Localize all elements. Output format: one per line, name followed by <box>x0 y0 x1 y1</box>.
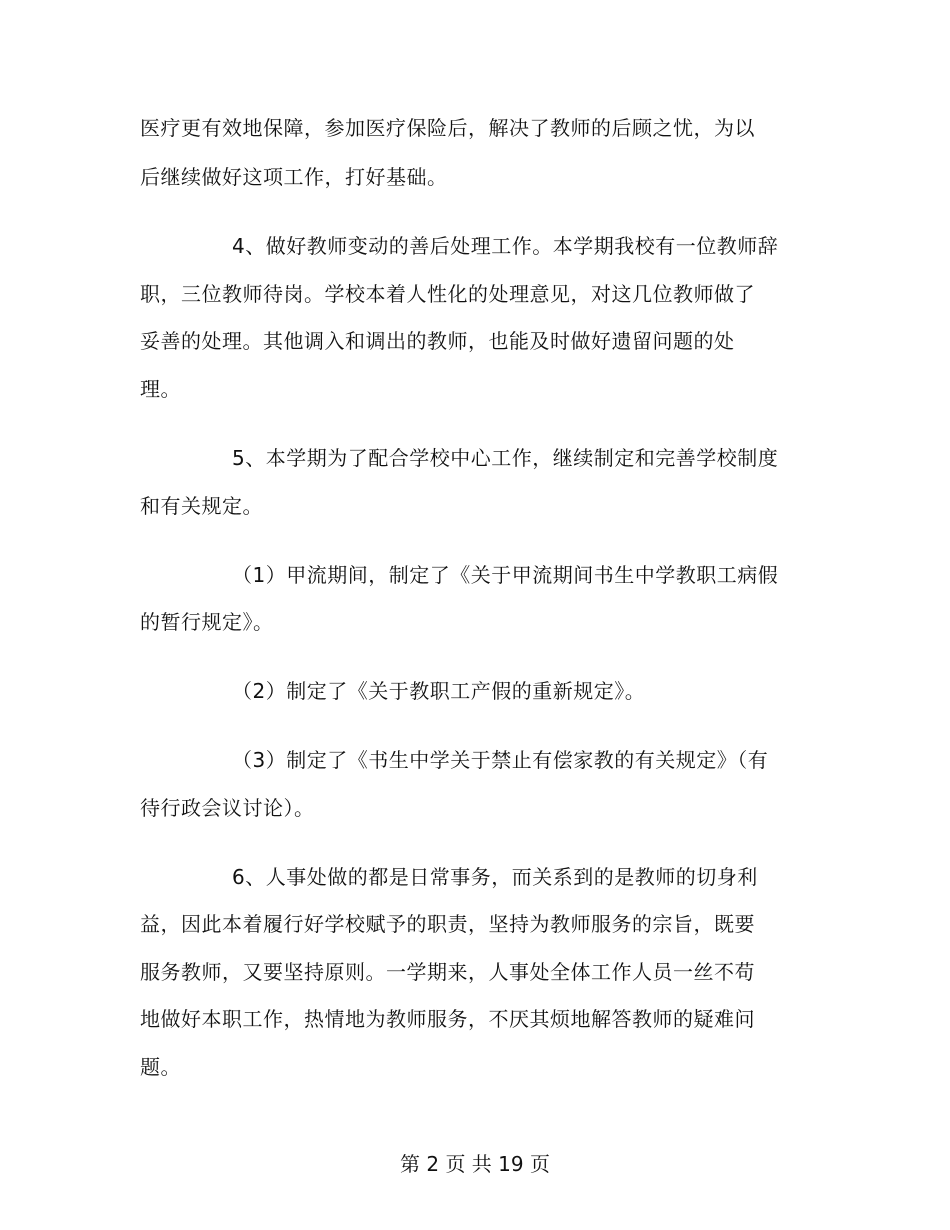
text-line: 理。 <box>140 377 181 401</box>
text-line: 后继续做好这项工作，打好基础。 <box>140 165 448 189</box>
page-number-footer: 第 2 页 共 19 页 <box>400 1152 550 1176</box>
text-line: 待行政会议讨论）。 <box>140 796 315 820</box>
text-line: 地做好本职工作，热情地为教师服务，不厌其烦地解答教师的疑难问 <box>140 1007 755 1031</box>
text-line: 益，因此本着履行好学校赋予的职责，坚持为教师服务的宗旨，既要 <box>140 912 755 936</box>
text-line: 妥善的处理。其他调入和调出的教师，也能及时做好遗留问题的处 <box>140 329 735 353</box>
text-line: 职，三位教师待岗。学校本着人性化的处理意见，对这几位教师做了 <box>140 282 755 306</box>
text-line: 题。 <box>140 1055 181 1079</box>
text-line: 4、做好教师变动的善后处理工作。本学期我校有一位教师辞 <box>232 234 779 258</box>
text-line: （1）甲流期间，制定了《关于甲流期间书生中学教职工病假 <box>232 563 779 587</box>
text-line: 5、本学期为了配合学校中心工作，继续制定和完善学校制度 <box>232 446 779 470</box>
text-line: 医疗更有效地保障，参加医疗保险后，解决了教师的后顾之忧，为以 <box>140 116 755 140</box>
text-line: 6、人事处做的都是日常事务，而关系到的是教师的切身利 <box>232 865 758 889</box>
text-line: 的暂行规定》。 <box>140 610 274 634</box>
text-line: 服务教师，又要坚持原则。一学期来，人事处全体工作人员一丝不苟 <box>140 960 755 984</box>
text-line: 和有关规定。 <box>140 494 263 518</box>
text-line: （2）制定了《关于教职工产假的重新规定》。 <box>232 679 646 703</box>
text-line: （3）制定了《书生中学关于禁止有偿家教的有关规定》（有 <box>232 748 769 772</box>
